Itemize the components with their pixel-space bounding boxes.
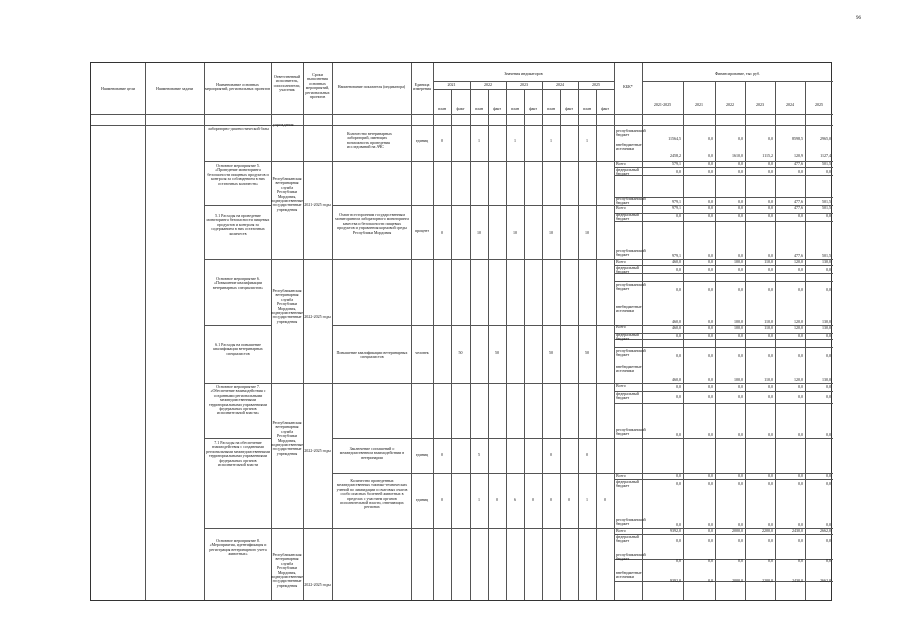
financing-value: 0,0 bbox=[768, 522, 773, 527]
financing-value: 0,0 bbox=[738, 205, 743, 210]
financing-value: 120,0 bbox=[794, 377, 803, 382]
responsible-m8: Республиканская ветеринарная служба Республики Мордовия, подведомственные государственные учреждения bbox=[271, 552, 304, 588]
page-number: 96 bbox=[856, 16, 861, 21]
financing-value: 100,0 bbox=[734, 325, 743, 330]
financing-value: 0,0 bbox=[768, 199, 773, 204]
budget-label: Всего bbox=[616, 383, 626, 388]
financing-value: 0,0 bbox=[708, 136, 713, 141]
financing-value: 0,0 bbox=[768, 481, 773, 486]
financing-value: 0,0 bbox=[708, 169, 713, 174]
financing-value: 130,0 bbox=[822, 377, 831, 382]
financing-value: 0,0 bbox=[826, 522, 831, 527]
budget-label: Всего bbox=[616, 324, 626, 329]
financing-value: 477,6 bbox=[794, 253, 803, 258]
financing-value: 460,0 bbox=[672, 319, 681, 324]
financing-value: 2965,0 bbox=[820, 136, 831, 141]
year-2021: 2021 bbox=[447, 82, 456, 87]
activity-main-6: Основное мероприятие 6. «Повышение квалификации ветеринарных специалистов» bbox=[212, 276, 264, 290]
value: 10 bbox=[549, 230, 553, 235]
financing-value: 0,0 bbox=[708, 353, 713, 358]
financing-value: 0,0 bbox=[798, 267, 803, 272]
value: 0 bbox=[441, 138, 443, 143]
financing-value: 501,5 bbox=[822, 253, 831, 258]
budget-label: республиканский бюджет bbox=[616, 348, 646, 358]
financing-value: 0,0 bbox=[676, 213, 681, 218]
unit-5-1: процент bbox=[415, 228, 429, 233]
value: 0 bbox=[441, 452, 443, 457]
financing-value: 0,0 bbox=[826, 394, 831, 399]
financing-value: 0,0 bbox=[708, 377, 713, 382]
financing-value: 0,0 bbox=[768, 333, 773, 338]
financing-value: 9392,0 bbox=[670, 578, 681, 583]
financing-value: 2430,0 bbox=[792, 578, 803, 583]
financing-value: 0,0 bbox=[676, 522, 681, 527]
plan-label: план bbox=[510, 106, 520, 111]
financing-value: 477,6 bbox=[794, 161, 803, 166]
value: 1 bbox=[514, 138, 516, 143]
budget-label: Всего bbox=[616, 161, 626, 166]
financing-value: 0,0 bbox=[826, 481, 831, 486]
plan-label: план bbox=[437, 106, 447, 111]
indicator-7-1a: Заключение соглашений о межведомственном взаимодействии в ветеринарии bbox=[339, 446, 405, 460]
fin-year: 2025 bbox=[815, 102, 823, 107]
budget-label: федеральный бюджет bbox=[616, 391, 639, 401]
plan-label: план bbox=[582, 106, 592, 111]
activity-6-1: 6.1 Расходы на повышение квалификации ветеринарных специалистов bbox=[213, 342, 263, 356]
financing-value: 11564,5 bbox=[668, 136, 681, 141]
financing-value: 0,0 bbox=[798, 394, 803, 399]
financing-value: 0,0 bbox=[798, 432, 803, 437]
financing-value: 1127,4 bbox=[820, 153, 831, 158]
budget-label: республиканский бюджет bbox=[616, 427, 646, 437]
term-m7: 2022-2025 годы bbox=[304, 448, 331, 453]
financing-value: 0,0 bbox=[708, 199, 713, 204]
financing-value: 0,0 bbox=[708, 384, 713, 389]
financing-value: 8598,5 bbox=[792, 136, 803, 141]
financing-value: 0,0 bbox=[798, 384, 803, 389]
budget-label: федеральный бюджет bbox=[616, 479, 639, 489]
financing-value: 0,0 bbox=[826, 432, 831, 437]
activity-lab: лабораторно-диагностической базы bbox=[208, 126, 269, 131]
financing-value: 100,0 bbox=[734, 377, 743, 382]
year-2025: 2025 bbox=[592, 82, 600, 87]
financing-value: 0,0 bbox=[826, 353, 831, 358]
header-activities: Наименование основных мероприятий, региональных проектов bbox=[204, 82, 271, 92]
responsible-m6: Республиканская ветеринарная служба Республики Мордовия, подведомственные государственные учреждения bbox=[271, 288, 304, 324]
financing-value: 1610,0 bbox=[732, 153, 743, 158]
financing-value: 477,6 bbox=[794, 199, 803, 204]
value: 0 bbox=[441, 230, 443, 235]
financing-value: 0,0 bbox=[738, 253, 743, 258]
value: 5 bbox=[478, 452, 480, 457]
financing-value: 0,0 bbox=[708, 259, 713, 264]
fin-year: 2022 bbox=[726, 102, 734, 107]
value: 1 bbox=[586, 138, 588, 143]
financing-value: 0,0 bbox=[676, 473, 681, 478]
financing-value: 0,0 bbox=[826, 384, 831, 389]
value: 50 bbox=[549, 350, 553, 355]
financing-table bbox=[90, 62, 832, 601]
unit-lab: единиц bbox=[415, 138, 429, 143]
financing-value: 0,0 bbox=[708, 213, 713, 218]
financing-value: 0,0 bbox=[708, 481, 713, 486]
year-2022: 2022 bbox=[484, 82, 492, 87]
indicator-6-1: Повышение квалификации ветеринарных специалистов bbox=[336, 350, 408, 360]
activity-main-8: Основное мероприятие 8. «Мероприятия, идентификация и регистрация ветеринарного учета животных» bbox=[209, 538, 267, 557]
plan-label: план bbox=[474, 106, 484, 111]
financing-value: 0,0 bbox=[768, 287, 773, 292]
budget-label: внебюджетные источники bbox=[616, 364, 642, 374]
financing-value: 1115,2 bbox=[762, 153, 773, 158]
financing-value: 0,0 bbox=[708, 522, 713, 527]
budget-label: республиканский бюджет bbox=[616, 552, 646, 562]
financing-value: 0,0 bbox=[768, 432, 773, 437]
financing-value: 0,0 bbox=[738, 384, 743, 389]
financing-value: 0,0 bbox=[708, 161, 713, 166]
financing-value: 0,0 bbox=[708, 153, 713, 158]
value: 50 bbox=[495, 350, 499, 355]
responsible-lab: учреждения bbox=[273, 122, 294, 127]
financing-value: 0,0 bbox=[738, 213, 743, 218]
value: 6 bbox=[514, 497, 516, 502]
financing-value: 0,0 bbox=[676, 538, 681, 543]
financing-value: 0,0 bbox=[798, 473, 803, 478]
value: 0 bbox=[550, 497, 552, 502]
activity-5-1: 5.1 Расходы на проведение мониторинга безопасности пищевых продуктов и контроля за содержанием в них остаточных количеств bbox=[206, 213, 270, 236]
term-m5: 2021-2025 годы bbox=[304, 202, 331, 207]
financing-value: 2662,0 bbox=[820, 578, 831, 583]
fin-year: 2023 bbox=[756, 102, 764, 107]
financing-value: 9392,0 bbox=[670, 528, 681, 533]
financing-value: 460,0 bbox=[672, 325, 681, 330]
financing-value: 0,0 bbox=[738, 161, 743, 166]
financing-value: 0,0 bbox=[708, 333, 713, 338]
fact-label: факт bbox=[528, 106, 537, 111]
financing-value: 110,0 bbox=[764, 325, 773, 330]
financing-value: 460,0 bbox=[672, 259, 681, 264]
financing-value: 0,0 bbox=[826, 169, 831, 174]
budget-label: республиканский бюджет bbox=[616, 282, 646, 292]
financing-value: 0,0 bbox=[676, 287, 681, 292]
budget-label: внебюджетные источники bbox=[616, 304, 642, 314]
financing-value: 0,0 bbox=[798, 558, 803, 563]
indicator-5-1: Охват всесторонним государственным мониторингом лабораторного мониторинга качества и безопасности пищевых продуктов и управления кормовой среды Республики Мордовия bbox=[335, 212, 409, 235]
financing-value: 0,0 bbox=[826, 213, 831, 218]
financing-value: 0,0 bbox=[738, 136, 743, 141]
budget-label: федеральный бюджет bbox=[616, 212, 639, 222]
financing-value: 0,0 bbox=[826, 333, 831, 338]
financing-value: 0,0 bbox=[798, 353, 803, 358]
financing-value: 0,0 bbox=[676, 384, 681, 389]
budget-label: республиканский бюджет bbox=[616, 517, 646, 527]
financing-value: 501,5 bbox=[822, 161, 831, 166]
header-kbk: КБК* bbox=[623, 84, 633, 89]
value: 0 bbox=[568, 497, 570, 502]
budget-label: Всего bbox=[616, 259, 626, 264]
budget-label: республиканский бюджет bbox=[616, 248, 646, 258]
financing-value: 0,0 bbox=[676, 353, 681, 358]
financing-value: 0,0 bbox=[708, 287, 713, 292]
financing-value: 2200,0 bbox=[762, 578, 773, 583]
financing-value: 100,0 bbox=[734, 319, 743, 324]
financing-value: 979,1 bbox=[672, 199, 681, 204]
financing-value: 0,0 bbox=[738, 473, 743, 478]
financing-value: 120,0 bbox=[794, 325, 803, 330]
financing-value: 120,0 bbox=[794, 259, 803, 264]
financing-value: 0,0 bbox=[768, 169, 773, 174]
budget-label: Всего bbox=[616, 473, 626, 478]
financing-value: 0,0 bbox=[708, 319, 713, 324]
indicator-7-1b: Количество проведенных межведомственных тактико-технических учений по ликвидации и очаговых очагов особо опасных болезней животных в пределах с участием органов исполнительной власти, отвечающих регионах bbox=[336, 478, 408, 510]
value: 0 bbox=[441, 497, 443, 502]
header-indicator-values: Значения индикаторов bbox=[504, 71, 543, 76]
financing-value: 0,0 bbox=[768, 473, 773, 478]
header-term: Сроки выполнения основных мероприятий, региональных проектов bbox=[305, 72, 330, 100]
unit-7-1: единиц bbox=[415, 452, 429, 457]
budget-label: федеральный бюджет bbox=[616, 534, 639, 544]
header-unit: Единица измерения bbox=[413, 82, 431, 92]
financing-value: 0,0 bbox=[738, 267, 743, 272]
fact-label: факт bbox=[492, 106, 501, 111]
financing-value: 2200,0 bbox=[762, 528, 773, 533]
financing-value: 0,0 bbox=[738, 432, 743, 437]
financing-value: 0,0 bbox=[798, 522, 803, 527]
financing-value: 0,0 bbox=[738, 522, 743, 527]
financing-value: 0,0 bbox=[708, 394, 713, 399]
financing-value: 110,0 bbox=[764, 319, 773, 324]
header-indicator: Наименование показателя (индикатора) bbox=[337, 84, 406, 89]
financing-value: 0,0 bbox=[738, 558, 743, 563]
activity-7-1: 7.1 Расходы на обеспечение взаимодействия с созданными региональными межведомственными территориальными управлениями федеральных органов исполнительной власти bbox=[206, 440, 270, 468]
header-responsible: Ответственный исполнитель, соисполнители, участник bbox=[273, 74, 301, 93]
value: 0 bbox=[550, 452, 552, 457]
budget-label: Всего bbox=[616, 205, 626, 210]
financing-value: 0,0 bbox=[798, 287, 803, 292]
financing-value: 0,0 bbox=[826, 267, 831, 272]
financing-value: 2000,0 bbox=[732, 528, 743, 533]
budget-label: федеральный бюджет bbox=[616, 332, 639, 342]
value: 10 bbox=[585, 230, 589, 235]
indicator-lab: Количество ветеринарных лабораторий, имеющих возможность проведения исследований на АЧС bbox=[347, 131, 392, 150]
financing-value: 0,0 bbox=[768, 205, 773, 210]
financing-value: 0,0 bbox=[798, 169, 803, 174]
financing-value: 2458,2 bbox=[670, 153, 681, 158]
financing-value: 0,0 bbox=[708, 578, 713, 583]
financing-value: 0,0 bbox=[738, 394, 743, 399]
financing-value: 110,0 bbox=[764, 259, 773, 264]
value: 10 bbox=[513, 230, 517, 235]
financing-value: 0,0 bbox=[768, 558, 773, 563]
financing-value: 0,0 bbox=[826, 558, 831, 563]
financing-value: 130,0 bbox=[822, 319, 831, 324]
financing-value: 579,1 bbox=[672, 161, 681, 166]
value: 0 bbox=[604, 497, 606, 502]
year-2024: 2024 bbox=[556, 82, 564, 87]
financing-value: 0,0 bbox=[708, 473, 713, 478]
financing-value: 0,0 bbox=[676, 558, 681, 563]
value: 50 bbox=[585, 350, 589, 355]
term-m6: 2022-2025 годы bbox=[304, 314, 331, 319]
financing-value: 0,0 bbox=[676, 394, 681, 399]
financing-value: 0,0 bbox=[768, 136, 773, 141]
fin-year: 2021 bbox=[695, 102, 703, 107]
value: 1 bbox=[550, 138, 552, 143]
value: 1 bbox=[478, 138, 480, 143]
financing-value: 0,0 bbox=[676, 432, 681, 437]
financing-value: 0,0 bbox=[826, 538, 831, 543]
financing-value: 130,0 bbox=[822, 325, 831, 330]
budget-label: республиканский бюджет bbox=[616, 196, 646, 206]
value: 0 bbox=[532, 497, 534, 502]
financing-value: 100,0 bbox=[734, 259, 743, 264]
financing-value: 0,0 bbox=[708, 253, 713, 258]
unit-7-1b: единиц bbox=[415, 497, 429, 502]
financing-value: 0,0 bbox=[708, 267, 713, 272]
fin-year-total: 2021-2025 bbox=[653, 102, 672, 107]
fact-label: факт bbox=[564, 106, 573, 111]
budget-label: внебюджетные источники bbox=[616, 142, 642, 152]
budget-label: федеральный бюджет bbox=[616, 167, 639, 177]
financing-value: 120,9 bbox=[794, 153, 803, 158]
budget-label: федеральный бюджет bbox=[616, 265, 639, 275]
financing-value: 0,0 bbox=[768, 538, 773, 543]
financing-value: 0,0 bbox=[826, 287, 831, 292]
budget-label: Всего bbox=[616, 528, 626, 533]
financing-value: 0,0 bbox=[708, 558, 713, 563]
financing-value: 0,0 bbox=[738, 538, 743, 543]
financing-value: 460,0 bbox=[672, 377, 681, 382]
financing-value: 501,5 bbox=[822, 205, 831, 210]
financing-value: 0,0 bbox=[676, 267, 681, 272]
fin-year: 2024 bbox=[786, 102, 794, 107]
financing-value: 0,0 bbox=[768, 384, 773, 389]
value: 1 bbox=[478, 497, 480, 502]
year-2023: 2023 bbox=[520, 82, 528, 87]
financing-value: 0,0 bbox=[798, 333, 803, 338]
activity-main-7: Основное мероприятие 7. «Обеспечение взаимодействия с созданными региональными межведомственными территориальными управлениями федеральных органов исполнительной власти» bbox=[209, 384, 267, 416]
activity-main-5: Основное мероприятие 5. «Проведение мониторинга безопасности пищевых продуктов и контроля за соблюдением в них остаточных количеств» bbox=[207, 163, 269, 186]
financing-value: 130,0 bbox=[822, 259, 831, 264]
financing-value: 0,0 bbox=[738, 287, 743, 292]
budget-label: республиканский бюджет bbox=[616, 128, 646, 138]
financing-value: 0,0 bbox=[738, 169, 743, 174]
financing-value: 979,1 bbox=[672, 205, 681, 210]
financing-value: 0,0 bbox=[768, 353, 773, 358]
fact-label: факт bbox=[600, 106, 609, 111]
financing-value: 979,1 bbox=[672, 253, 681, 258]
financing-value: 0,0 bbox=[708, 432, 713, 437]
value: 0 bbox=[586, 452, 588, 457]
financing-value: 0,0 bbox=[798, 538, 803, 543]
value: 10 bbox=[477, 230, 481, 235]
financing-value: 0,0 bbox=[768, 267, 773, 272]
unit-6-1: человек bbox=[415, 350, 429, 355]
financing-value: 2000,0 bbox=[732, 578, 743, 583]
financing-value: 0,0 bbox=[798, 213, 803, 218]
financing-value: 2430,0 bbox=[792, 528, 803, 533]
term-m8: 2022-2025 годы bbox=[304, 582, 331, 587]
header-task: Наименование задачи bbox=[155, 86, 194, 91]
fact-label: факт bbox=[456, 106, 465, 111]
responsible-m7: Республиканская ветеринарная служба Республики Мордовия, подведомственные государственные учреждения bbox=[271, 420, 304, 456]
financing-value: 0,0 bbox=[708, 528, 713, 533]
financing-value: 0,0 bbox=[768, 253, 773, 258]
financing-value: 501,5 bbox=[822, 199, 831, 204]
financing-value: 0,0 bbox=[708, 325, 713, 330]
financing-value: 0,0 bbox=[676, 169, 681, 174]
financing-value: 0,0 bbox=[738, 333, 743, 338]
financing-value: 0,0 bbox=[768, 213, 773, 218]
budget-label: внебюджетные источники bbox=[616, 570, 642, 580]
financing-value: 477,6 bbox=[794, 205, 803, 210]
financing-value: 120,0 bbox=[794, 319, 803, 324]
financing-value: 2662,0 bbox=[820, 528, 831, 533]
financing-value: 0,0 bbox=[798, 481, 803, 486]
financing-value: 0,0 bbox=[768, 161, 773, 166]
plan-label: план bbox=[546, 106, 556, 111]
value: 1 bbox=[586, 497, 588, 502]
value: 50 bbox=[458, 350, 463, 355]
financing-value: 0,0 bbox=[768, 394, 773, 399]
financing-value: 0,0 bbox=[738, 199, 743, 204]
financing-value: 110,0 bbox=[764, 377, 773, 382]
financing-value: 0,0 bbox=[676, 481, 681, 486]
financing-value: 0,0 bbox=[738, 481, 743, 486]
header-program: Наименование цели bbox=[101, 86, 135, 91]
responsible-m5: Республиканская ветеринарная служба Республики Мордовия, подведомственные государственные учреждения bbox=[271, 176, 304, 212]
financing-value: 0,0 bbox=[708, 538, 713, 543]
financing-value: 0,0 bbox=[676, 333, 681, 338]
financing-value: 0,0 bbox=[738, 353, 743, 358]
financing-value: 0,0 bbox=[826, 473, 831, 478]
financing-value: 0,0 bbox=[708, 205, 713, 210]
value: 0 bbox=[496, 497, 498, 502]
header-financing: Финансирование, тыс руб. bbox=[714, 71, 761, 76]
